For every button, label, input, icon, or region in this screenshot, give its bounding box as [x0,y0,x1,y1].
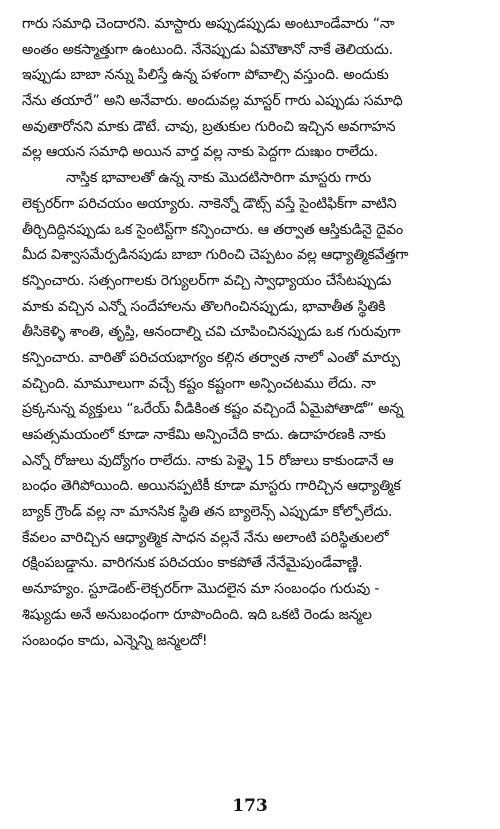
text-line: తీర్చిదిద్దినప్పుడు ఒక సైంటిస్ట్‌గా కన్పించారు. ఆ తర్వాత ఆస్తికుడినై దైవం [22,221,404,238]
text-line: అవుతారోనని మాకు డౌటే. చావు, బ్రతుకుల గురించి ఇచ్చిన అవగాహన [22,118,396,135]
text-line: రక్షింపబడ్డాను. వారిగనుక పరిచయం కాకపోతే నేనేమైపుండేవాణ్ణి. [22,555,363,572]
text-line: వచ్చింది. మామూలుగా వచ్చే కష్టం కష్టంగా అన్పించటము లేదు. నా [22,375,376,392]
text-line: గారు సమాధి చెందారని. మాస్టారు అప్పుడప్పుడు అంటూండేవారు “నా [22,16,395,32]
body-text [22,12,482,654]
text-line: తీసికెళ్ళి శాంతి, తృప్తి, ఆనందాల్ని చవి చూపించినప్పుడు ఒక గురువుగా [22,324,401,341]
text-line: కన్పించారు. సత్సంగాలకు రెగ్యులర్‌గా వచ్చి స్వాధ్యాయం చేసేటప్పుడు [22,272,392,289]
page-number: 173 [232,796,268,816]
text-line: సంబంధం కాదు, ఎన్నెన్ని జన్మలదో! [22,632,208,649]
text-line: మాకు వచ్చిన ఎన్నో సందేహాలను తొలగించినప్పుడు, భావాతీత స్థితికి [22,298,386,315]
text-line: ఇప్పుడు బాబా నన్ను పిలిస్తే ఉన్న పళంగా పోవాల్సి వస్తుంది. అందుకు [22,67,389,84]
text-line: అనూహ్యం. స్టూడెంట్-లెక్చరర్‌గా మొదలైన మా సంబంధం గురువు - [22,581,380,598]
text-line: ప్రక్కనున్న వ్యక్తులు “ఒరేయ్ వీడికింత కష్టం వచ్చిందే ఏమైపోతాడో” అన్న [22,401,404,418]
text-line: లెక్చరర్‌గా పరిచయం అయ్యారు. నాకెన్నో డౌట్స్ వస్తే సైంటిఫిక్‌గా వాటిని [22,195,397,212]
text-line: నేను తయారే” అని అనేవారు. అందువల్ల మాస్టర్ గారు ఎప్పుడు సమాధి [22,93,403,110]
text-line: శిష్యుడు అనే అనుబంధంగా రూపొందింది. ఇది ఒకటి రెండు జన్మల [22,606,372,623]
text-line: కేవలం వారిచ్చిన ఆధ్యాత్మిక సాధన వల్లనే నేను అలాంటి పరిస్థితులలో [22,529,389,546]
text-line: బ్యాక్ గ్రౌండ్ వల్ల నా మానసిక స్థితి తన బ్యాలెన్స్ ఎప్పుడూ కోల్పోలేదు. [22,504,393,521]
text-line: వల్ల ఆయన సమాధి అయిన వార్త వల్ల నాకు పెద్దగా దుఃఖం రాలేదు. [22,144,378,161]
paragraph-start-line: నాస్తిక భావాలతో ఉన్న నాకు మొదటిసారిగా మాస్టరు గారు [66,170,372,187]
text-line: ఎన్నో రోజులు వుద్యోగం రాలేదు. నాకు పెళ్ళై 15 రోజులు కాకుండానే ఆ [22,452,394,469]
text-line: కన్పించారు. వారితో పరిచయభాగ్యం కల్గిన తర్వాత నాలో ఎంతో మార్పు [22,349,400,366]
text-line: మీద విశ్వాసమేర్పడినపుడు బాబా గురించి చెప్పటం వల్ల ఆధ్యాత్మికవేత్తగా [22,247,409,264]
text-line: అంతం అకస్మాత్తుగా ఉంటుంది. నేనెప్పుడు ఏమౌతానో నాకే తెలియదు. [22,41,393,58]
text-line: ఆపత్సమయంలో కూడా నాకేమి అన్పించేది కాదు. ఉదాహరణకి నాకు [22,427,386,443]
text-line: బంధం తెగిపోయింది. అయినప్పటికీ కూడా మాస్టరు గారిచ్చిన ఆధ్యాత్మిక [22,478,401,495]
